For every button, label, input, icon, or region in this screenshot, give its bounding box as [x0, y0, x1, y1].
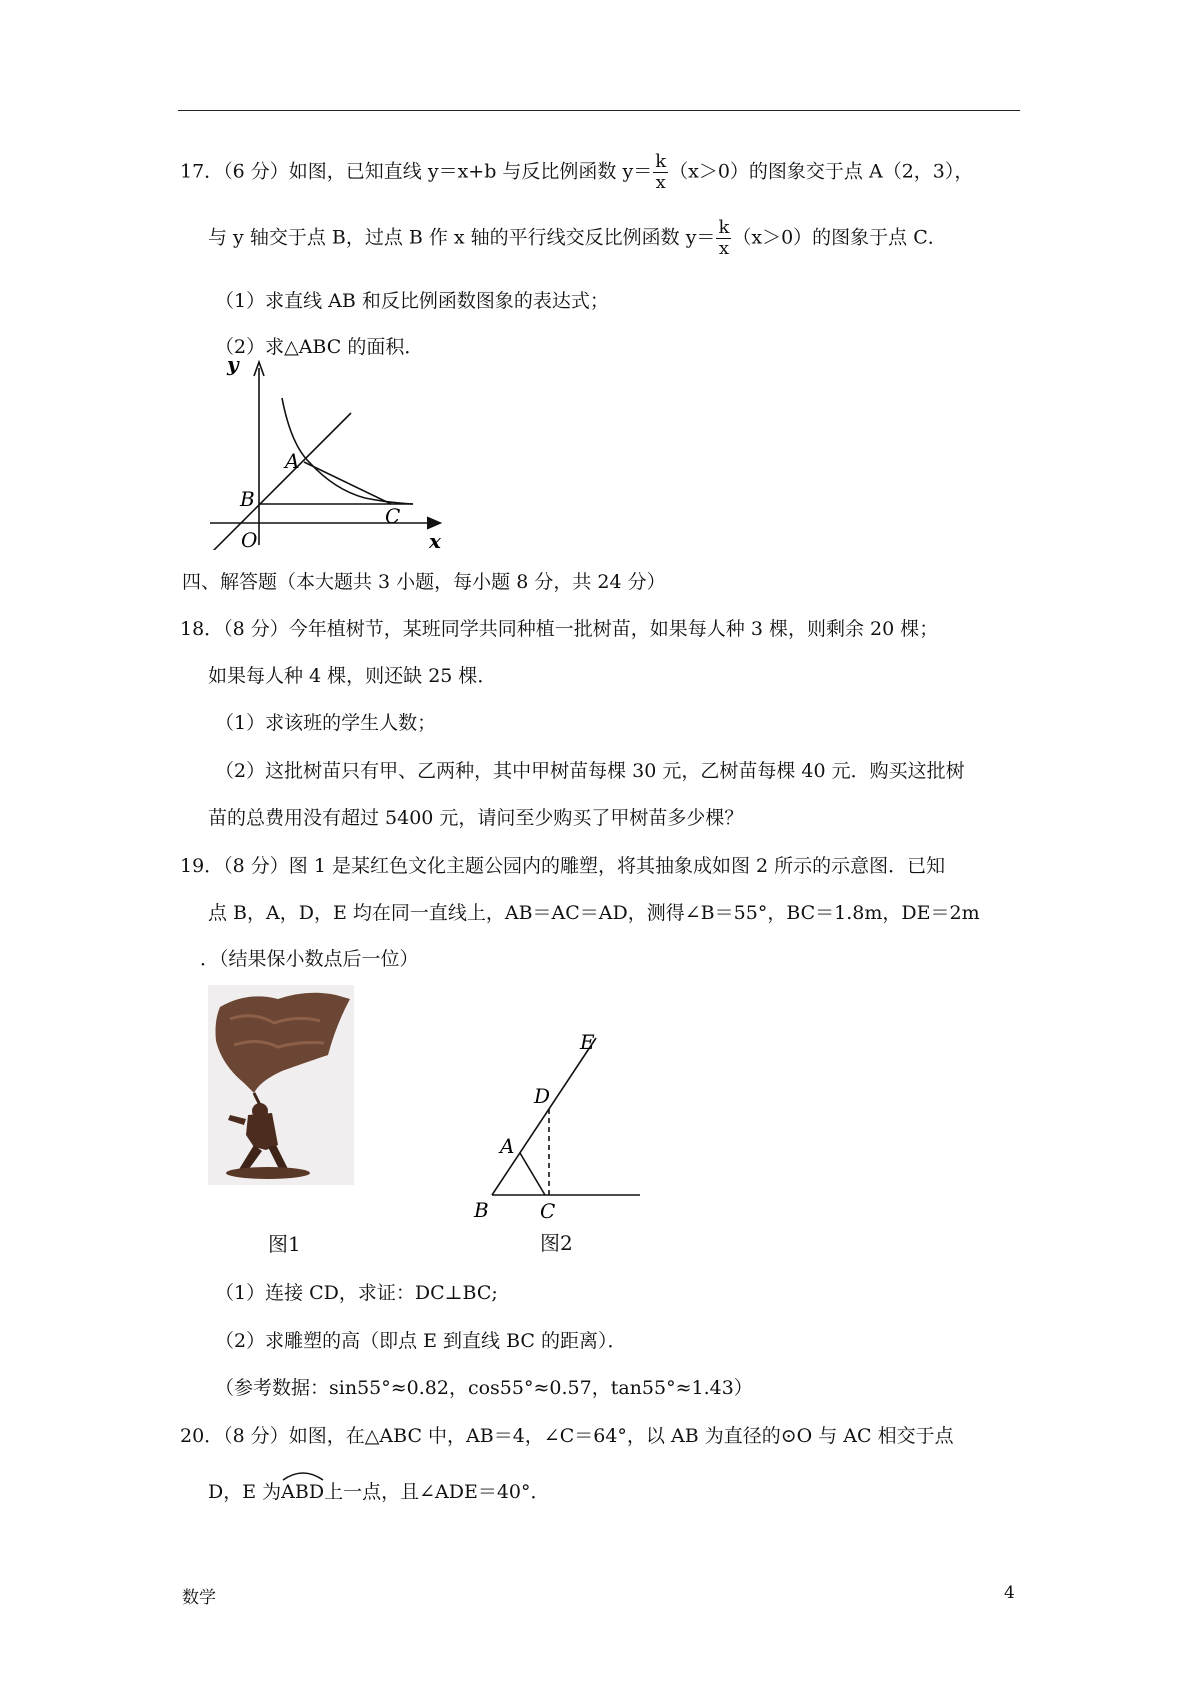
x-axis-arrow	[427, 517, 441, 529]
segment-ac	[304, 462, 391, 504]
arc-label: ABD	[281, 1481, 325, 1503]
q17-sub2: （2）求△ABC 的面积．	[215, 336, 424, 358]
segment-ac	[520, 1153, 545, 1195]
q17-line2	[208, 218, 947, 259]
q18-line2: 如果每人种 4 棵，则还缺 25 棵．	[208, 665, 497, 687]
q18-sub2b: 苗的总费用没有超过 5400 元，请问至少购买了甲树苗多少棵？	[208, 807, 744, 829]
q19-geometry-figure	[460, 1025, 650, 1225]
q19-reference-data: （参考数据：sin55°≈0.82，cos55°≈0.57，tan55°≈1.43）	[215, 1377, 753, 1399]
label-origin: O	[241, 528, 258, 550]
header-rule	[178, 110, 1020, 111]
q18-line1: 18．（8 分）今年植树节，某班同学共同种植一批树苗，如果每人种 3 棵，则剩余 20 棵；	[180, 618, 939, 640]
label-b: B	[240, 487, 255, 511]
q17-sub1: （1）求直线 AB 和反比例函数图象的表达式；	[215, 290, 609, 312]
fraction-numerator: k	[655, 151, 667, 172]
label-c: C	[385, 504, 401, 528]
label-c: C	[540, 1199, 556, 1223]
fraction-denominator: x	[655, 172, 666, 193]
sculpture-photo	[208, 985, 354, 1185]
label-a: A	[285, 449, 300, 473]
arc-abd	[281, 1477, 324, 1503]
q20-line2-part2: 上一点，且∠ADE＝40°．	[324, 1481, 550, 1503]
q17-line1-part1: 17．（6 分）如图，已知直线 y＝x+b 与反比例函数 y＝	[180, 160, 653, 183]
label-d: D	[534, 1084, 551, 1108]
q20-line1: 20．（8 分）如图，在△ABC 中，AB＝4，∠C＝64°，以 AB 为直径的⊙O 与 AC 相交于点	[180, 1425, 954, 1447]
section-heading: 四、解答题（本大题共 3 小题，每小题 8 分，共 24 分）	[182, 571, 666, 593]
q19-line3: ．（结果保小数点后一位）	[200, 948, 419, 970]
q19-line1: 19．（8 分）图 1 是某红色文化主题公园内的雕塑，将其抽象成如图 2 所示的示意图．已知	[180, 855, 946, 877]
q19-sub2: （2）求雕塑的高（即点 E 到直线 BC 的距离）．	[215, 1330, 627, 1352]
footer-page-number: 4	[1004, 1583, 1015, 1603]
q19-sub1: （1）连接 CD，求证：DC⊥BC;	[215, 1282, 498, 1304]
label-e: E	[580, 1030, 595, 1054]
figure2-caption: 图2	[540, 1231, 573, 1255]
q20-line2-part1: D，E 为	[208, 1481, 282, 1503]
fraction-denominator: x	[718, 238, 729, 259]
figure1-caption: 图1	[268, 1232, 301, 1256]
q18-sub1: （1）求该班的学生人数；	[215, 712, 437, 734]
arc-mark	[281, 1469, 325, 1481]
q19-line2: 点 B，A，D，E 均在同一直线上，AB＝AC＝AD，测得∠B＝55°，BC＝1.8m，DE＝2m	[208, 902, 980, 924]
q18-sub2a: （2）这批树苗只有甲、乙两种，其中甲树苗每棵 30 元，乙树苗每棵 40 元．购买这批树	[215, 760, 965, 782]
footer-subject: 数学	[182, 1588, 216, 1608]
label-y: y	[227, 360, 239, 376]
q17-graph-figure	[205, 360, 465, 550]
label-x: x	[429, 529, 441, 550]
label-a: A	[500, 1134, 515, 1158]
q17-line1-part2: （x＞0）的图象交于点 A（2，3），	[669, 160, 974, 183]
fraction-numerator: k	[718, 217, 730, 238]
fraction-k-over-x	[716, 218, 731, 259]
q17-line2-part2: （x＞0）的图象于点 C．	[732, 226, 947, 249]
fraction-k-over-x	[653, 152, 668, 193]
line-be	[492, 1038, 596, 1195]
q17-line2-part1: 与 y 轴交于点 B，过点 B 作 x 轴的平行线交反比例函数 y＝	[208, 226, 716, 249]
hyperbola-curve	[282, 398, 413, 504]
q20-line2	[208, 1477, 550, 1504]
label-b: B	[474, 1198, 489, 1222]
q17-line1	[180, 152, 973, 193]
